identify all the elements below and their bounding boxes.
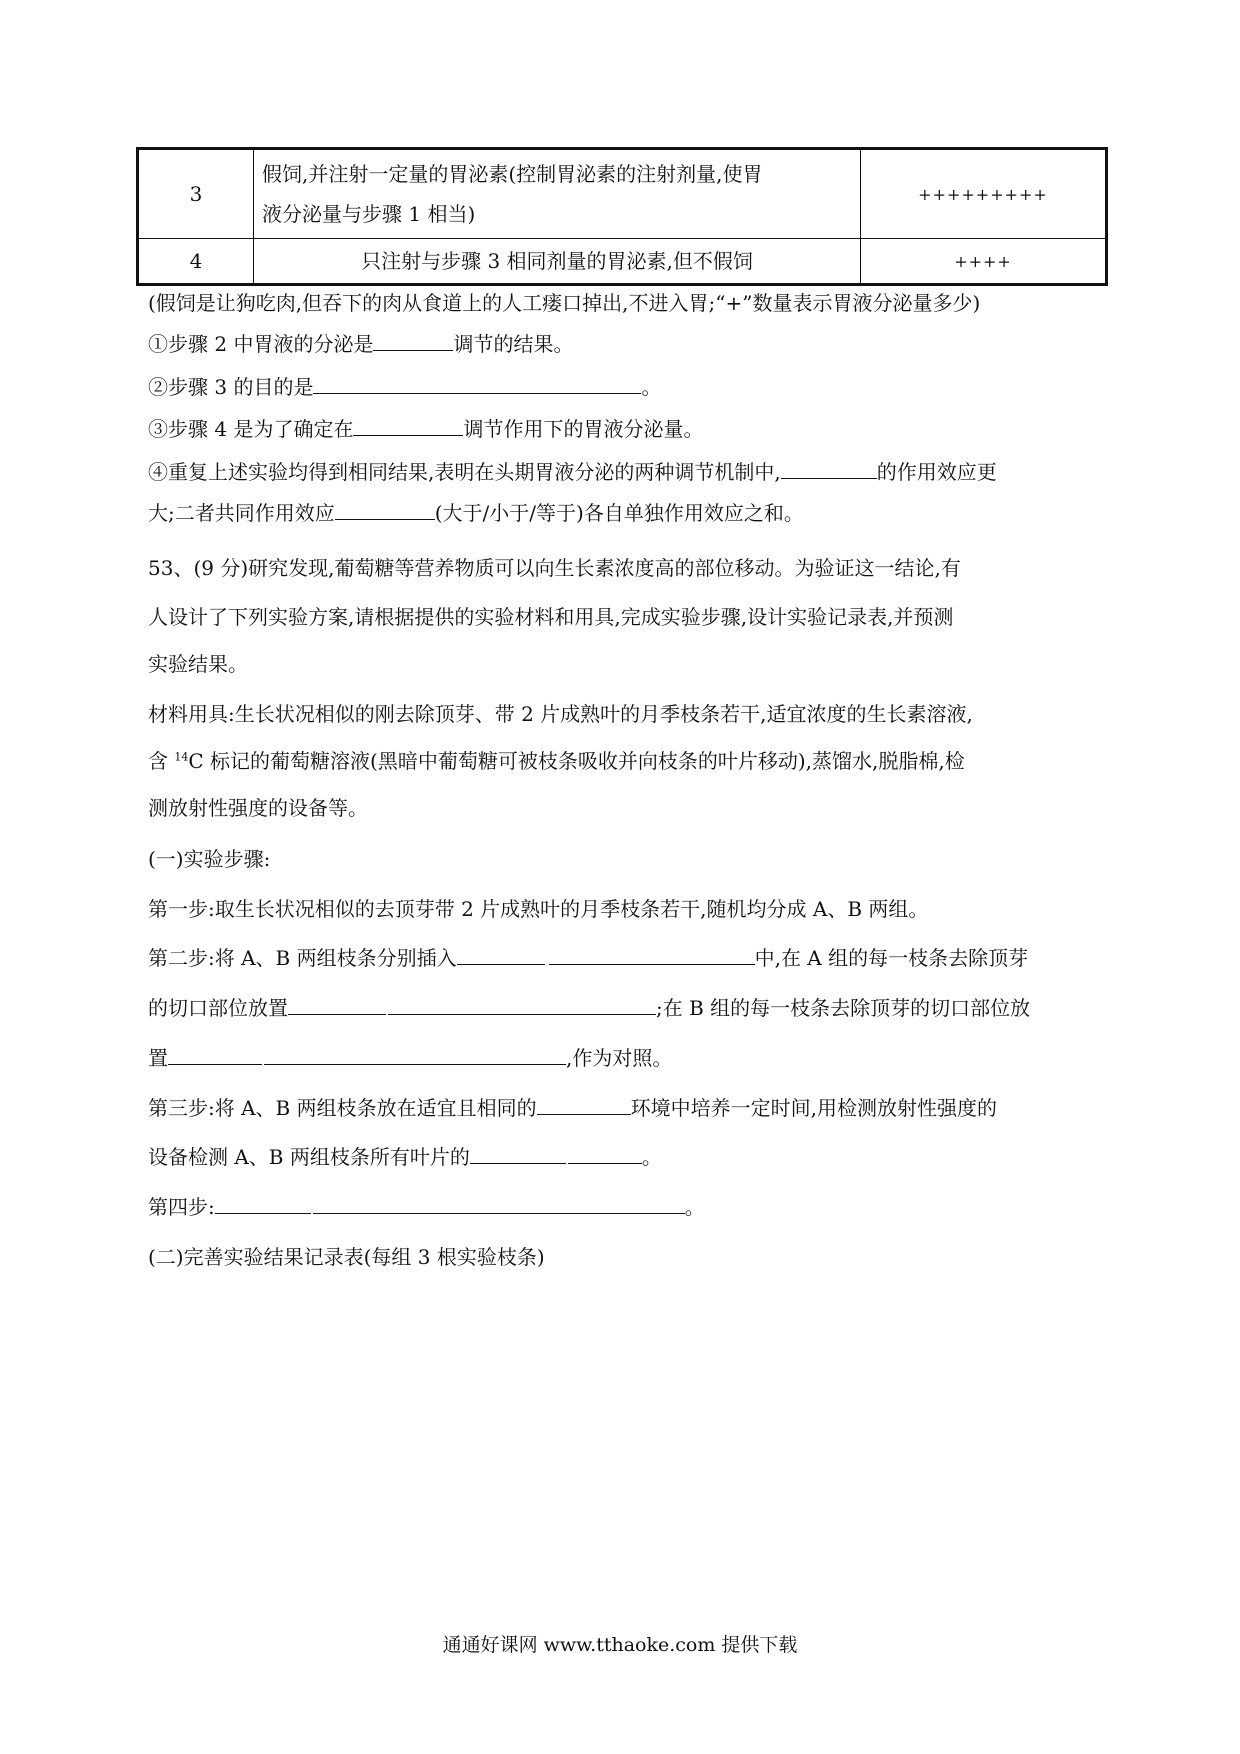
answer-blank[interactable]: [470, 1143, 566, 1164]
question-53-line3: 实验结果。: [148, 652, 248, 676]
answer-blank[interactable]: [335, 499, 435, 520]
answer-blank[interactable]: [353, 415, 463, 436]
secretion-result: ++++: [861, 239, 1107, 285]
question-text: 调节的结果。: [453, 332, 574, 356]
section-heading: (二)完善实验结果记录表(每组 3 根实验枝条): [148, 1245, 545, 1269]
step-text: 。: [684, 1195, 705, 1219]
question-text: (大于/小于/等于)各自单独作用效应之和。: [434, 501, 804, 525]
question-1: [148, 328, 573, 357]
answer-blank[interactable]: [215, 1193, 311, 1214]
step-text: ;在 B 组的每一枝条去除顶芽的切口部位放: [656, 996, 1031, 1020]
step-number: 4: [138, 239, 254, 285]
step-number: 3: [138, 149, 254, 239]
step-1: 第一步:取生长状况相似的去顶芽带 2 片成熟叶的月季枝条若干,随机均分成 A、B 两组。: [148, 897, 929, 921]
desc-line: 液分泌量与步骤 1 相当): [262, 202, 476, 226]
answer-blank[interactable]: [373, 330, 453, 351]
step-text: 。: [641, 1145, 662, 1169]
step-2-line1: [148, 942, 1028, 971]
materials-line2: [148, 745, 965, 774]
step-text: 第二步:将 A、B 两组枝条分别插入: [148, 946, 457, 970]
answer-blank[interactable]: [313, 1193, 685, 1214]
secretion-result: +++++++++: [861, 149, 1107, 239]
step-text: 第四步:: [148, 1195, 215, 1219]
step-3-line2: [148, 1141, 662, 1170]
question-text: ②步骤 3 的目的是: [148, 375, 314, 399]
materials-line3: 测放射性强度的设备等。: [148, 796, 368, 820]
question-text: ④重复上述实验均得到相同结果,表明在头期胃液分泌的两种调节机制中,: [148, 460, 781, 484]
question-text: ③步骤 4 是为了确定在: [148, 417, 354, 441]
step-text: ,作为对照。: [566, 1046, 673, 1070]
question-text: 。: [641, 375, 662, 399]
step-4: [148, 1191, 705, 1220]
desc-line: 假饲,并注射一定量的胃泌素(控制胃泌素的注射剂量,使胃: [262, 162, 763, 186]
question-53-line1: 53、(9 分)研究发现,葡萄糖等营养物质可以向生长素浓度高的部位移动。为验证这一结论,有: [148, 556, 961, 580]
section-heading: (一)实验步骤:: [148, 847, 271, 871]
question-text: 大;二者共同作用效应: [148, 501, 335, 525]
step-text: 置: [148, 1046, 168, 1070]
isotope-superscript: 14: [174, 750, 189, 764]
answer-blank[interactable]: [313, 373, 641, 394]
step-2-line2: [148, 992, 1030, 1021]
answer-blank[interactable]: [288, 994, 386, 1015]
step-text: 的切口部位放置: [148, 996, 288, 1020]
question-53-line2: 人设计了下列实验方案,请根据提供的实验材料和用具,完成实验步骤,设计实验记录表,并预测: [148, 605, 954, 629]
question-4-line1: [148, 456, 997, 485]
step-2-line3: [148, 1042, 672, 1071]
answer-blank[interactable]: [264, 1044, 566, 1065]
question-text: 的作用效应更: [876, 460, 997, 484]
step-text: 环境中培养一定时间,用检测放射性强度的: [630, 1096, 997, 1120]
table-row: [138, 239, 1107, 285]
step-text: 第三步:将 A、B 两组枝条放在适宜且相同的: [148, 1096, 537, 1120]
experiment-table: [136, 147, 1108, 286]
answer-blank[interactable]: [549, 944, 755, 965]
materials-text: 含: [148, 749, 175, 773]
question-2: [148, 371, 661, 400]
step-description: [254, 149, 861, 239]
answer-blank[interactable]: [388, 994, 656, 1015]
materials-text: C 标记的葡萄糖溶液(黑暗中葡萄糖可被枝条吸收并向枝条的叶片移动),蒸馏水,脱脂棉,检: [188, 749, 965, 773]
question-text: 调节作用下的胃液分泌量。: [463, 417, 704, 441]
table-note: (假饲是让狗吃肉,但吞下的肉从食道上的人工瘘口掉出,不进入胃;“+”数量表示胃液分泌量多少): [148, 291, 981, 315]
materials-line1: 材料用具:生长状况相似的刚去除顶芽、带 2 片成熟叶的月季枝条若干,适宜浓度的生长素溶液,: [148, 702, 973, 726]
step-text: 设备检测 A、B 两组枝条所有叶片的: [148, 1145, 470, 1169]
answer-blank[interactable]: [568, 1143, 642, 1164]
question-text: ①步骤 2 中胃液的分泌是: [148, 332, 374, 356]
step-3-line1: [148, 1092, 997, 1121]
step-description: 只注射与步骤 3 相同剂量的胃泌素,但不假饲: [254, 239, 861, 285]
page-footer: 通通好课网 www.tthaoke.com 提供下载: [442, 1634, 798, 1656]
question-3: [148, 413, 703, 442]
step-text: 中,在 A 组的每一枝条去除顶芽: [754, 946, 1029, 970]
table-row: [138, 149, 1107, 239]
question-4-line2: [148, 497, 804, 526]
answer-blank[interactable]: [457, 944, 545, 965]
answer-blank[interactable]: [168, 1044, 262, 1065]
answer-blank[interactable]: [537, 1094, 631, 1115]
answer-blank[interactable]: [781, 458, 877, 479]
